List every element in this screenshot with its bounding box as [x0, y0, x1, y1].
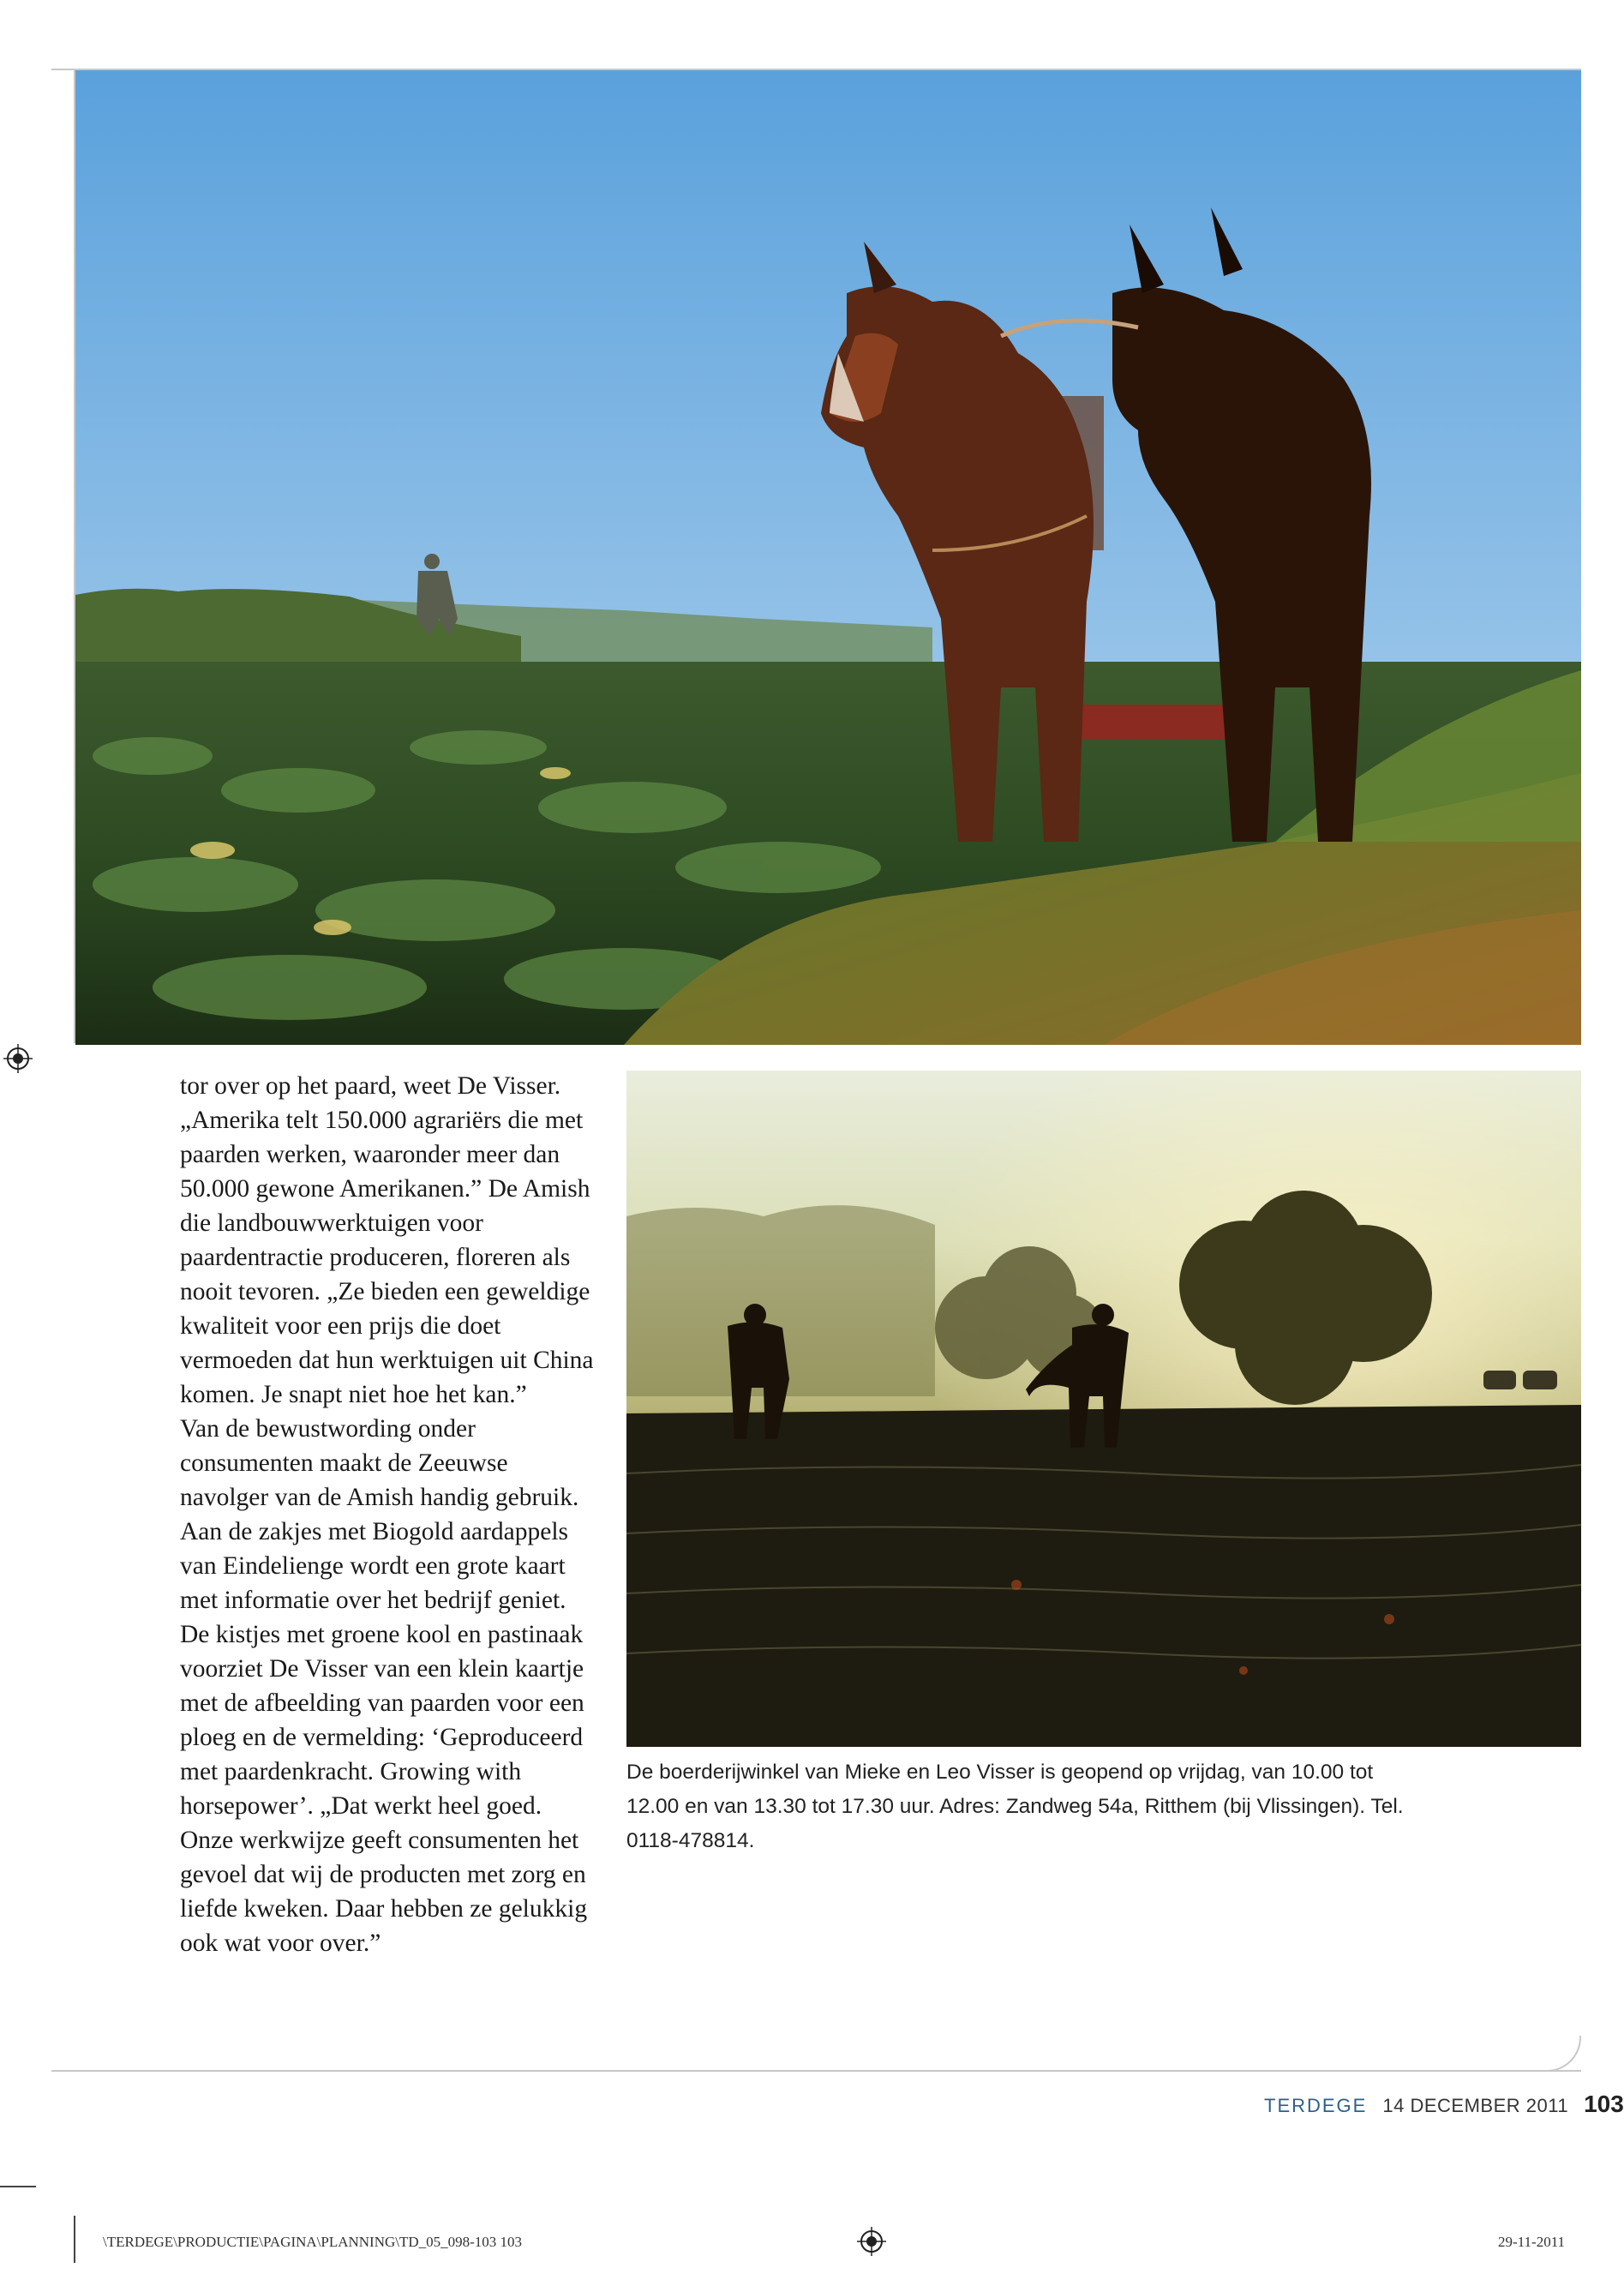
crop-mark-horizontal — [0, 2186, 36, 2187]
article-body — [180, 1069, 600, 1960]
photo-horses-field-illustration — [75, 70, 1581, 1045]
issue-date: 14 DECEMBER 2011 — [1382, 2095, 1569, 2116]
page-footer — [1264, 2091, 1624, 2125]
crop-mark-vertical — [74, 2216, 75, 2263]
article-paragraph-2: Van de bewustwording onder consumenten maakt de Zeeuwse navolger van de Amish handig gebruik. Aan de zakjes met Biogold aardappels van Eindelienge wordt een grote kaart met informatie over het bedrijf geniet. De kistjes met groene kool en pastinaak voorziet De Visser van een klein kaartje met de afbeelding van paarden voor een ploeg en de vermelding: ‘Geproduceerd met paardenkracht. Growing with horsepower’. „Dat werkt heel goed. Onze werkwijze geeft consumenten het gevoel dat wij de producten met zorg en liefde kweken. Daar hebben ze gelukkig ook wat voor over.” — [180, 1415, 588, 1957]
photo-caption: De boerderijwinkel van Mieke en Leo Visser is geopend op vrijdag, van 10.00 tot 12.00 en van 13.30 tot 17.30 uur. Adres: Zandweg 54a, Ritthem (bij Vlissingen). Tel. 0118-478814. — [626, 1761, 1404, 1852]
magazine-brand: TERDEGE — [1264, 2095, 1368, 2116]
frame-line-bottom — [51, 2070, 1581, 2072]
photo-workers-misty-field-illustration — [626, 1071, 1581, 1747]
frame-corner-bottom — [1547, 2036, 1581, 2072]
print-slug-path: \TERDEGE\PRODUCTIE\PAGINA\PLANNING\TD_05_098-103 103 — [103, 2234, 523, 2250]
page-number: 103 — [1584, 2091, 1624, 2117]
crosshair-target-icon — [857, 2227, 886, 2256]
print-slug-date: 29-11-2011 — [1498, 2234, 1566, 2250]
photo-horses-field — [75, 70, 1581, 1045]
article-paragraph-1: tor over op het paard, weet De Visser. „Amerika telt 150.000 agrariërs die met paarden werken, waaronder meer dan 50.000 gewone Amerikanen.” De Amish die landbouwwerktuigen voor paardentractie produceren, floreren als nooit tevoren. „Ze bieden een geweldige kwaliteit voor een prijs die doet vermoeden dat hun werktuigen uit China komen. Je snapt niet hoe het kan.” — [180, 1072, 594, 1408]
photo-workers-misty-field — [626, 1071, 1581, 1747]
crosshair-target-icon — [3, 1044, 33, 1073]
